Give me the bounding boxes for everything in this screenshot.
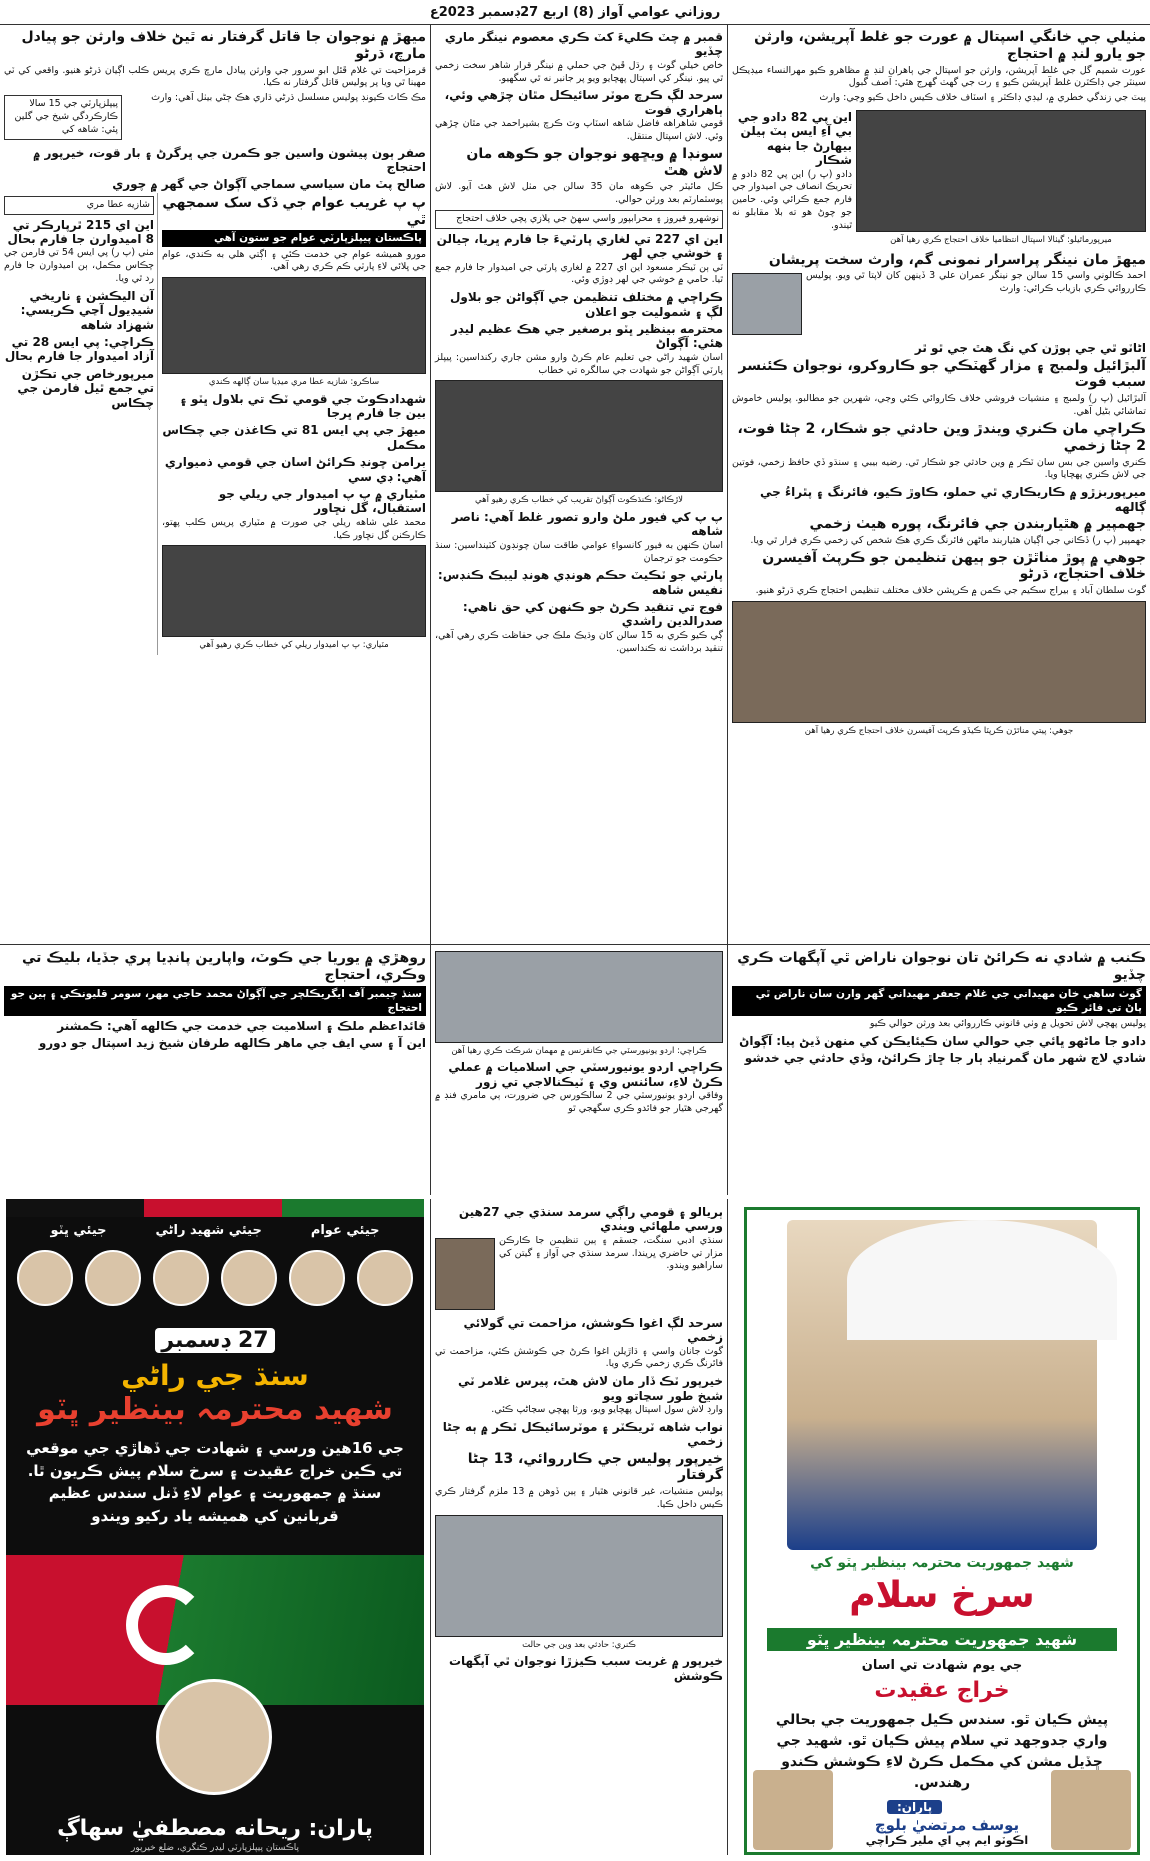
portrait <box>221 1250 277 1306</box>
headline: مٽياري ۾ پ پ اميدوار جي ريلي جو استقبال، گل نڇاور <box>218 487 426 516</box>
headline: سرحد لڳ اغوا ڪوشش، مزاحمت تي گولائي زخمي <box>463 1315 723 1345</box>
photo-block <box>435 1235 495 1313</box>
headline: اين آ ۽ سي ايف جي ماهر ڪالهه طرفان شيخ زيد اسپتال جو دورو <box>38 1036 426 1051</box>
article-text: گوٺ جانان واسي ۽ ڌاڙيلن اغوا ڪرڻ جي ڪوشش ڪئي، مزاحمت تي فائرنگ ڪري زخمي ڪري ويا. <box>435 1345 723 1370</box>
split-row <box>732 107 1146 249</box>
headline: ڪنب ۾ شادي نه ڪرائڻ تان نوجوان ناراض ٿي آپگهات ڪري چڏيو <box>737 950 1146 983</box>
side-box: نوشهرو فيروز ۽ محرابپور واسي سهڻ جي پلازي پچي خلاف احتجاج <box>435 210 723 229</box>
portrait <box>153 1250 209 1306</box>
headline: ڪراچي ۾ مختلف تنظيمن جي آڳواڻن جو بلاول لڳ ۽ شموليت جو اعلان <box>449 290 723 319</box>
article-text: ٽي ٻن ٽيڪر مسعود اين اي 227 ۾ لغاري پارٽي جي اميدوار جا فارم جمع ٿيا. حامي ۾ خوشي جي لهر ڊوڙي وئي. <box>435 261 723 286</box>
bottom-middle-article <box>430 945 728 1195</box>
news-photo <box>435 380 723 492</box>
photo-caption: مٽياري: پ پ اميدوار ريلي کي خطاب ڪري رهيو آهي <box>199 640 389 651</box>
ad-slogans <box>6 1217 424 1244</box>
article-text: قومي شاهراهه فاضل شاهه اسٽاپ وٽ ڪرچ بشيراحمد جي مٿان چڙهي وئي. لاش اسپتال منتقل. <box>435 118 723 142</box>
split-row <box>4 92 426 142</box>
photo-caption: لاڙڪاڻو: ڪنڌڪوٽ آڳواڻ تقريب کي خطاب ڪري رهيو آهي <box>475 495 683 506</box>
portrait-veil <box>847 1220 1117 1340</box>
headline: سرحد لڳ ڪرچ موٽر سائيڪل مٿان چڙهي وئي، ٻاهراري فوت <box>444 88 723 117</box>
article-text: پيٽ جي زندگي خطري ۾، ليڊي ڊاڪٽر ۽ اسٽاف خلاف ڪيس داخل ڪيو وڃي: وارث <box>819 92 1146 104</box>
article-text: وفاقي اردو يونيورسٽي جي 2 سالڪورس جي ضرورت، ٻي مامري فنڊ ۾ گهرجي هٿيار جو فائدو ڪري سگهجي ٿو <box>435 1090 723 1115</box>
article-text: سنڌي ادبي سنگت، جسقم ۽ ٻين تنظيمن جا ڪارڪن مزار تي حاضري ڀريندا. سرمد سنڌي جي آواز ۽ گيتن کي ساراهيو ويندو. <box>499 1234 723 1272</box>
article-text: آلبڙائيل (پ ر) ولمبج ۽ منشيات فروشي خلاف ڪاروائي ڪئي وڃي، شهرين جو مطالبو. پوليس خاموش تماشائي بڻيل آهي. <box>732 393 1146 418</box>
headline: خيرپور پوليس جي ڪارروائي، 13 ڄڻا گرفتار <box>467 1450 723 1484</box>
article-text: ڪنري واسين جي بس سان ٽڪر ۾ وين حادثي جو شڪار ٿي. رضيه بيبي ۽ سنڌو ڏي حافظ زخمي، فوتين جي لاش ڪنري پهچايا ويا. <box>732 456 1146 481</box>
article <box>499 1235 723 1313</box>
party-flag-band <box>6 1199 424 1217</box>
headline: ڪراچي: پي ايس 28 تي آزاد اميدوار جا فارم بحال <box>4 335 154 364</box>
article <box>126 92 426 142</box>
article-text: اسان شهيد راڻي جي تعليم عام ڪرڻ وارو مشن جاري رکنداسين: پيپلز پارٽي آڳواڻن جو شهادت جي سالگره تي خطاب <box>435 351 723 376</box>
leader-portrait <box>787 1220 1097 1550</box>
right-column <box>728 24 1150 944</box>
article-text: عورت شميم گل جي غلط آپريشن، وارثن جو اسپتال جي ٻاهران لنڊ ۾ مظاهرو ڪيو مهرالنساء ميڊيڪل سينٽر جي ڊاڪٽرن غلط آپريشن ڪيو ۽ رت جي گهٽ گهرج هئي: آصف گبول <box>732 64 1146 89</box>
article-text: پوليس منشيات، غير قانوني هٿيار ۽ ٻين ڏوهن ۾ 13 ملزم گرفتار ڪري ڪيس داخل ڪيا. <box>435 1486 723 1510</box>
article-text: اسان ڪنهن به فيور کانسواءِ عوامي طاقت سان چونڊون کٽينداسين: سنڌ حڪومت جو ترجمان <box>435 539 723 564</box>
news-photo <box>435 1515 723 1637</box>
headline: ميهڙ جي پي ايس 81 تي ڪاغذن جي چڪاس مڪمل <box>162 423 426 452</box>
headline: ميهڙ ۾ نوجوان جا قاتل گرفتار نه ٿيڻ خلاف وارثن جو پيادل مارچ، ڌرڻو <box>21 29 426 62</box>
slogan: جيئي ڀٽو <box>50 1223 107 1238</box>
news-photo <box>856 110 1146 232</box>
headline: ٻريالو ۽ قومي راڳي سرمد سنڌي جي 27هين ورسي ملهائي ويندي <box>458 1205 723 1234</box>
photo-block <box>732 270 802 338</box>
article-text: محمد علي شاهه ريلي جي صورت ۾ مٽياري پريس ڪلب پهتو، ڪارڪنن گل نڇاور ڪيا. <box>162 516 426 541</box>
article-text: قرمزاحيت تي غلام ڦئل ابو سرور جي وارثن پيادل مارچ ڪري پريس ڪلب اڳيان ڌرڻو هنيو. واقعي کي ٽي مهينا ٿي ويا پر پوليس قاتل گرفتار نه ڪيا. <box>4 64 426 89</box>
headline: برامن چونڊ ڪرائڻ اسان جي قومي ذميواري آهي: ڊي سي <box>164 455 426 484</box>
ad-title: سرخ سلام <box>849 1575 1035 1616</box>
news-photo <box>435 951 723 1043</box>
headline: شادي لاڄ شهر مان گمرنياڊ ٻار جا ڇاڙ ڪرائڻ، وڏي حادثي جي خدشو <box>744 1051 1146 1066</box>
subheadline: سنڌ چيمبر آف ايگريڪلچر جي آڳواڻ محمد حاجي مهر، سومر قليونڪي ۽ ٻين جو احتجاج <box>4 986 426 1016</box>
headline: صالح پٽ مان سياسي سماجي آڳواڻ جي گهر ۾ چوري <box>112 177 426 192</box>
article-text: ڪل مائيٽر جي ڪوهه مان 35 سالن جي مٺل لاش هٿ آيو. لاش پوسٽمارٽم بعد ورثن حوالي. <box>435 181 723 206</box>
headline: دادو جا ماڻهو ڀائي جي حوالي سان ڪيئايڪن کي منهن ڏيڻ پيا: آڳواڻ <box>739 1033 1146 1048</box>
headline: قائداعظم ملڪ ۽ اسلاميت جي خدمت جي ڪالهه آهي: ڪمشنر <box>57 1018 426 1033</box>
portrait <box>85 1250 141 1306</box>
headline: پ پ غريب عوام جي ڏک سک سمجهي ٿي <box>162 194 426 228</box>
ad-body: جي 16هين ورسي ۽ شهادت جي ڏهاڙي جي موقعي تي ڪين خراج عقيدت ۽ سرخ سلام پيش ڪريون ٿا. سنڌ ۾ جمهوريت ۽ عوام لاءِ ڏنل سندس عظيم قربانين کي هميشه ياد رکيو ويندو <box>26 1439 404 1525</box>
middle-bottom-column <box>430 1199 728 1855</box>
ad-sponsor: يوسف مرتضيٰ بلوچ <box>874 1816 1020 1834</box>
bottom-left-article <box>0 945 430 1195</box>
headline: اين پي 82 دادو جي بي آءِ ايس ٻٽ ٻيلن بيهارڻ جا بنهه شڪار <box>737 110 852 168</box>
headline: اين اي 227 تي لغاري پارٽيءَ جا فارم ڀريا، ڄيالن ۽ خوشي جي لهر <box>436 231 723 261</box>
memorial-advertisement-left <box>6 1199 424 1855</box>
headline: خيرپور ٽڪ ڏار مان لاش هٿ، پيرس غلامر ٽي شيخ طور سڃاتو ويو <box>457 1374 723 1403</box>
article-text: گوٺ سلطان آباد ۽ بيراج سڪيم جي ڪمن ۾ ڪرپشن خلاف مختلف تنظيمن احتجاج ڪري ڌرڻو هنيو. <box>755 585 1146 597</box>
leader-portraits <box>6 1250 424 1306</box>
side-box: پيپلزپارٽي جي 15 سالا ڪارڪردگي شيخ جي گلين پئي: شاهه کي <box>4 95 122 139</box>
headline: ڪراچي اردو يونيورسٽي جي اسلاميات ۾ عملي ڪرڻ لاءِ، سائنس وي ۽ ٽيڪنالاجي تي زور <box>448 1060 723 1089</box>
headline: صفر ٻون پيشون واسين جو ڪمرن جي ڀرگرڻ ۽ بار قوت، خيرپور ۾ احتجاج <box>33 145 426 175</box>
headline: فوج تي تنقيد ڪرڻ جو ڪنهن کي حق ناهي: صدرالدين راشدي <box>462 600 723 629</box>
photo-caption: ڪنري: حادثي بعد وين جي حالت <box>522 1639 636 1650</box>
headline: شهدادڪوٽ جي قومي ٽڪ تي بلاول ڀٽو ۽ بين جا فارم ڀرجا <box>179 391 426 421</box>
brief-column <box>4 193 158 655</box>
headline: مٺيلي جي خانگي اسپتال ۾ عورت جو غلط آپريشن، وارثن جو يارو لنڊ ۾ احتجاج <box>754 29 1146 62</box>
subheadline: پاڪستان پيپلزپارٽي عوام جو ستون آهي <box>162 230 426 246</box>
article-text: ڳي ڪيو ڪري به 15 سالن کان وڌيڪ ملڪ جي حفاظت ڪري رهي آهي، تنقيد برداشت نه ڪنداسين. <box>435 629 723 654</box>
photo-caption: ميرپورماٿيلو: گيٺالا اسپتال انتظاميا خلاف احتجاج ڪري رهيا آهن <box>890 235 1112 246</box>
news-photo <box>732 273 802 335</box>
subheadline: گوٺ ساهي خان مهيداني جي غلام جعفر مهيداني گهر وارن سان ناراض ٿي پاڻ تي فائر ڪيو <box>732 986 1146 1016</box>
split-row <box>435 1235 723 1313</box>
side-article <box>732 107 852 249</box>
portrait <box>17 1250 73 1306</box>
memorial-advertisement-right <box>744 1207 1140 1855</box>
ad-tribute: خراج عقيدت <box>874 1678 1010 1703</box>
photo-block <box>856 107 1146 249</box>
headline: اڻاٽو ٿي جي ٻوڙن کي نگ هٿ جي ٿو ٿر <box>914 341 1146 356</box>
article-text: دادو (پ ر) اين پي 82 دادو ۾ تحريڪ انصاف جي اميدوار جي فارم جمع ڪرائي وئي. حامين جو چوڻ هو ته بلا مقابلو نه ٿيندو. <box>732 168 852 231</box>
news-photo <box>435 1238 495 1310</box>
slogan: جيئي عوام <box>310 1223 380 1238</box>
ad-heading: شهيد جمهوريت محترمہ بينظير ڀٽو کي <box>810 1555 1074 1571</box>
middle-column <box>430 24 728 944</box>
split-row <box>4 193 426 655</box>
sponsor-portrait <box>753 1770 833 1850</box>
article-text: خاص خيلي گوٺ ۽ رڌل ڦيڻ جي حملي ۾ نينگر قرار شاهر سخت زخمي ٿي پيو. نينگر کي اسپتال پهچايو ويو پر جانبر نه ٿي سگهيو. <box>435 59 723 84</box>
masthead-title: روزاني عوامي آواز (8) اربع 27ڊسمبر 2023ع <box>429 4 721 20</box>
headline: پارٽي جو ٽڪيٽ حڪم هونڊي هونڊ ليبڪ ڪنڊس: نفيس شاهه <box>437 568 723 597</box>
article-text: پوليس پهچي لاش تحويل ۾ وٺي قانوني ڪارروائي بعد ورثن حوالي ڪيو <box>869 1017 1146 1029</box>
headline: نواب شاهه ٽريڪٽر ۽ موٽرسائيڪل ٽڪر ۾ ٻه ڄڻا زخمي <box>442 1419 723 1449</box>
headline: سونڊا ۾ ويڇهو نوجوان جو ڪوهه مان لاش هٿ <box>466 145 723 179</box>
split-row <box>732 270 1146 338</box>
photo-caption: جوهي: پيتي مناٿڙن ڪرپٽا ڪيڏو ڪرپٽ آفيسرن خلاف احتجاج ڪري رهيا آهن <box>804 725 1074 736</box>
ad-date: 27 ڊسمبر <box>155 1328 275 1353</box>
article-text: جهمپير (پ ر) ڏڪاني جي اڳيان هٿياربند ماڻهن فائرنگ ڪري هڪ شخص کي زخمي ڪري فرار ٿي ويا. <box>750 534 1146 546</box>
photo-caption: ساڪرو: شازيه عطا مري ميڊيا سان ڳالهه ڪندي <box>208 377 380 388</box>
headline: آن اليڪشن ۽ ناريخي شيڊيول آڃي ڪريسي: شهزاد شاهه <box>20 288 154 332</box>
article-text: مورو هميشه عوام جي خدمت ڪئي ۽ اڳتي هلي به ڪندي، عوام جي ڀلائي لاءِ پارٽي ڪم ڪري رهي آهي. <box>162 248 426 273</box>
headline: پ پ کي فيور ملڻ وارو تصور غلط آهي: ناصر شاهه <box>451 509 723 539</box>
crescent-icon <box>126 1585 206 1665</box>
headline: ميرپوربزڙو ۾ ڪاريڪاري ٿي حملو، ڪاوڙ ڪيو، فائرنگ ۽ پٿراءُ جي ڳالهه <box>760 485 1146 514</box>
article-text: مٺي (پ ر) پي ايس 54 تي فارمن جي چڪاس مڪمل، ٻن اميدوارن جا فارم رد ٿي ويا. <box>4 247 154 285</box>
portrait <box>289 1250 345 1306</box>
headline: خيرپور ۾ غربت سبب ڪيزڙا نوجوان ٿي آپگهات ڪوشش <box>448 1654 723 1683</box>
ad-subtitle: شهيد محترمہ بينظير ڀٽو <box>37 1392 393 1427</box>
ad-message: پيش ڪيان ٿو. سندس ڪيل جمهوريت جي بحالي واري جدوجهد تي سلام پيش ڪيان ٿو. شهيد جي ڇڏيل مشن کي مڪمل ڪرڻ لاءِ ڪوشش ڪندو رهندس. <box>775 1712 1109 1791</box>
news-photo <box>732 601 1146 723</box>
headline: آلبڙائيل ولمبج ۽ مزار گهٽڪي جو ڪاروکرو، نوجوان ڪئنسر سبب فوت <box>738 357 1146 391</box>
masthead <box>0 0 1150 25</box>
ad-line: جي يوم شهادت تي اسان <box>861 1658 1023 1673</box>
headline: جهمپير ۾ هٿياربندن جي فائرنگ، پوره هيٺ زخمي <box>809 515 1146 532</box>
news-photo <box>162 545 426 637</box>
tag-box: شازيه عطا مري <box>4 196 154 215</box>
ad-title: سنڌ جي راڻي <box>121 1359 309 1392</box>
ad-from-label: پاران: <box>887 1800 942 1814</box>
ad-band: شهيد جمهوريت محترمہ بينظير ڀٽو <box>767 1628 1117 1651</box>
lead-story <box>162 193 426 655</box>
headline: جوهي ۾ پوڙ مناٿڙن جو ٻيهن تنظيمن جو ڪرپٽ آفيسرن خلاف احتجاج، ڌرڻو <box>762 549 1146 583</box>
article-text: وارڊ لاش سول اسپتال پهچايو ويو، ورثا پهچي سڃاڻپ ڪئي. <box>491 1403 723 1415</box>
left-column <box>0 24 430 944</box>
article-text: مڪ ڪاٽ ڪيونڊ پوليس مسلسل ڌرڻي ڌاري هڪ ڄڻي بيٺل آهي: وارث <box>151 92 426 104</box>
portrait <box>357 1250 413 1306</box>
headline: ميرپورخاص جي تڪڙن تي جمع ٿيل فارمن جي چڪاس <box>17 366 154 410</box>
article-text: احمد ڪالوني واسي 15 سالن جو نينگر عمران علي 3 ڏينهن کان لاپتا ٿي ويو. پوليس ڪارروائي ڪري بازياب ڪرائي: وارث <box>806 270 1146 295</box>
ad-sponsor-detail: اڪوٽو ايم پي اي ملير ڪراچي <box>865 1834 1029 1847</box>
headline: محترمه بينظير ڀٽو برصغير جي هڪ عظيم ليڊر هئي: آڳواڻ <box>450 322 723 351</box>
bottom-section <box>0 944 1150 1861</box>
photo-caption: ڪراچي: اردو يونيورسٽي جي ڪانفرنس ۾ مهمان شرڪت ڪري رهيا آهن <box>451 1046 707 1056</box>
headline: اين اي 215 ٿرپارڪر تي 8 اميدوارن جا فارم بحال <box>7 217 154 247</box>
sponsor-portrait <box>156 1679 272 1795</box>
ad-sponsor: پاران: ريحانه مصطفيٰ سهاڳ <box>57 1816 373 1841</box>
headline: ميهڙ مان نينگر پراسرار نمونی گم، وارث سخت پريشان <box>768 251 1146 268</box>
sponsor-portrait <box>1051 1770 1131 1850</box>
bottom-right-article <box>728 945 1150 1195</box>
article <box>806 270 1146 338</box>
headline: ڪراچي مان ڪنري ويندڙ وين حادثي جو شڪار، 2 ڄڻا فوت، 2 ڄڻا زخمي <box>737 420 1146 454</box>
headline: قمبر ۾ چٽ ڪليءَ کٽ ڪري معصوم نينگر ماري چڏيو <box>444 30 723 59</box>
ad-sponsor-detail: پاڪستان پيپلزپارٽي ليڊر ڪنگري، ضلع خيرپور <box>130 1843 300 1853</box>
news-photo <box>162 277 426 374</box>
headline: روهڙي ۾ يوريا جي ڪوٽ، واپارين پانڊيا پري جڏيا، بليڪ تي وڪري، احتجاج <box>21 950 426 983</box>
slogan: جيئي شهيد راڻي <box>155 1223 262 1238</box>
